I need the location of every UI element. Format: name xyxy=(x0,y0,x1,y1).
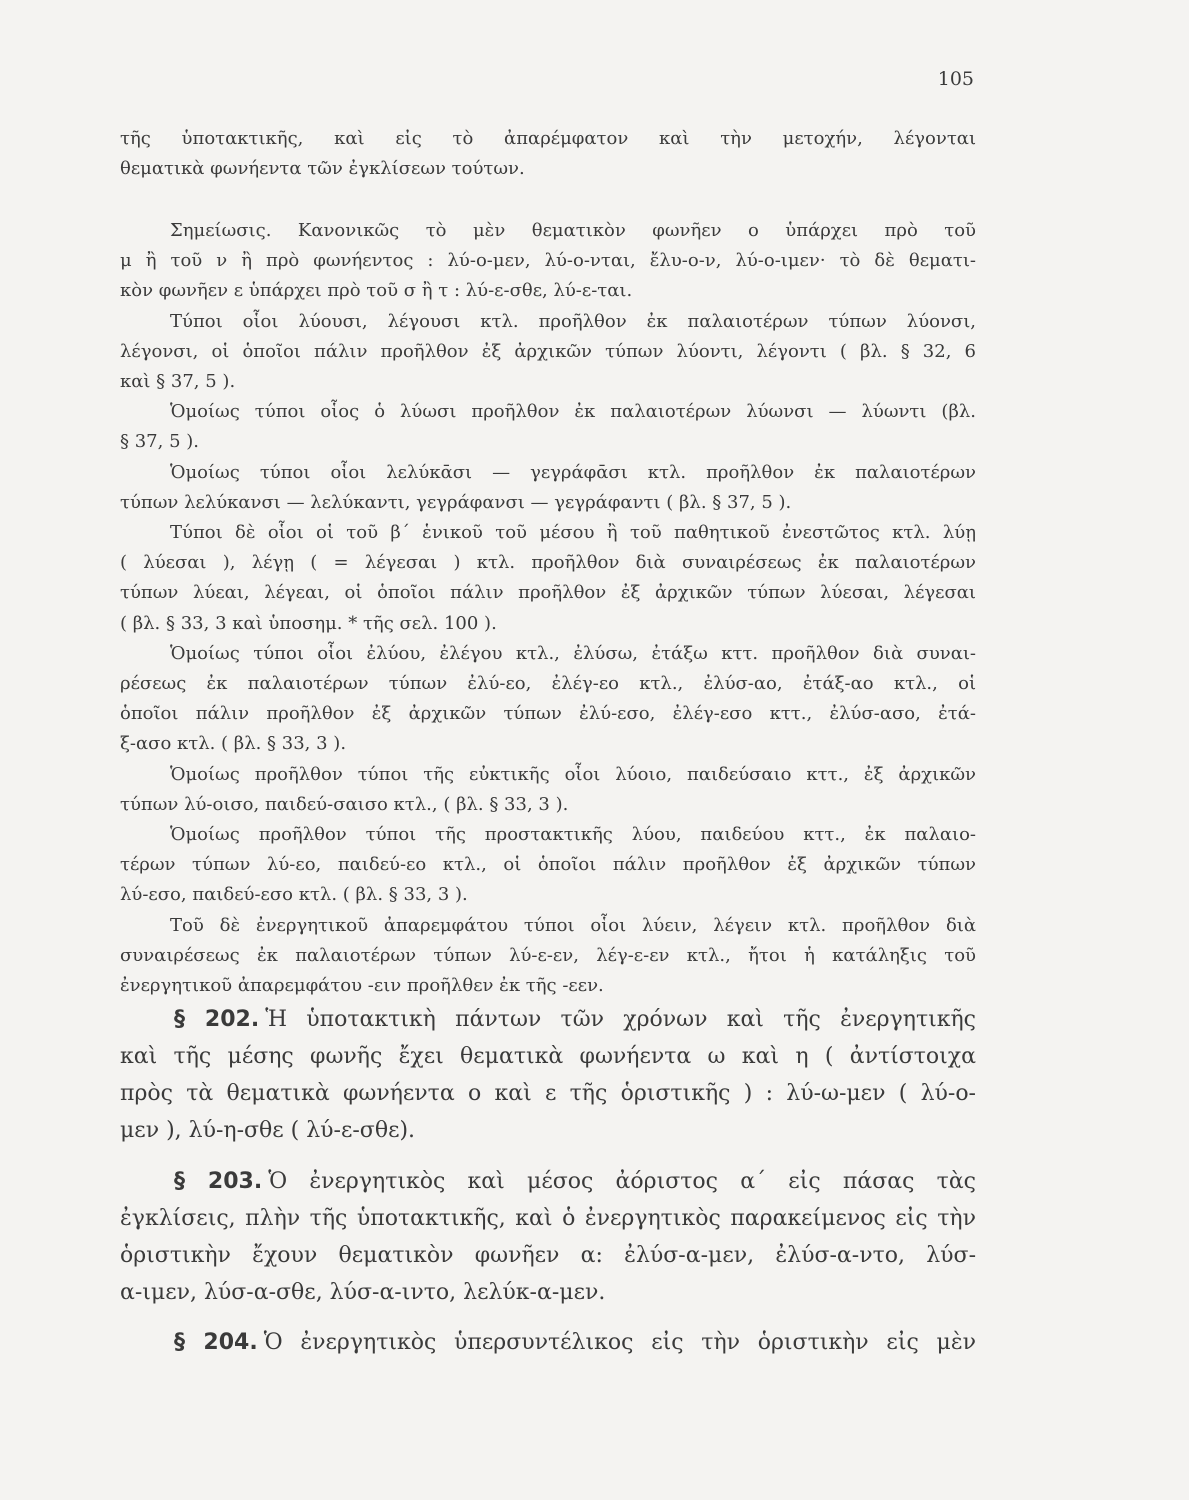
note-line: τύπων λύ-οισο, παιδεύ-σαισο κτλ., ( βλ. § 33, 3 ). xyxy=(120,793,569,815)
section-line: καὶ τῆς μέσης φωνῆς ἔχει θεματικὰ φωνήεντα ω καὶ η ( ἀντίστοιχα xyxy=(120,1044,976,1069)
section-label: § 204. xyxy=(174,1330,258,1355)
note-line: συναιρέσεως ἐκ παλαιοτέρων τύπων λύ-ε-εν, λέγ-ε-εν κτλ., ἤτοι ἡ κατάληξις τοῦ xyxy=(120,944,976,966)
note-line: τέρων τύπων λύ-εο, παιδεύ-εο κτλ., οἱ ὁποῖοι πάλιν προῆλθον ἐξ ἀρχικῶν τύπων xyxy=(120,854,976,876)
note-line: Τοῦ δὲ ἐνεργητικοῦ ἀπαρεμφάτου τύποι οἷοι λύειν, λέγειν κτλ. προῆλθον διὰ xyxy=(170,914,976,936)
section-line xyxy=(120,1324,976,1361)
note-line: § 37, 5 ). xyxy=(120,431,199,453)
note-line: ὁποῖοι πάλιν προῆλθον ἐξ ἀρχικῶν τύπων ἐλύ-εσο, ἐλέγ-εσο κττ., ἐλύσ-ασο, ἐτά- xyxy=(120,703,976,725)
text-line: τῆς ὑποτακτικῆς, καὶ εἰς τὸ ἀπαρέμφατον καὶ τὴν μετοχήν, λέγονται xyxy=(120,128,976,149)
section-203 xyxy=(120,1163,976,1311)
note-line: μ ἢ τοῦ ν ἢ πρὸ φωνήεντος : λύ-ο-μεν, λύ-ο-νται, ἔλυ-ο-ν, λύ-ο-ιμεν· τὸ δὲ θεματι- xyxy=(120,250,976,272)
note-line: ρέσεως ἐκ παλαιοτέρων τύπων ἐλύ-εο, ἐλέγ-εο κτλ., ἐλύσ-αο, ἐτάξ-αο κτλ., οἱ xyxy=(120,673,976,695)
intro-paragraph xyxy=(120,124,976,184)
section-line: ἐγκλίσεις, πλὴν τῆς ὑποτακτικῆς, καὶ ὁ ἐνεργητικὸς παρακείμενος εἰς τὴν xyxy=(120,1206,976,1231)
page-number: 105 xyxy=(937,68,974,90)
note-line: ξ-ασο κτλ. ( βλ. § 33, 3 ). xyxy=(120,733,347,755)
section-line: πρὸς τὰ θεματικὰ φωνήεντα ο καὶ ε τῆς ὁριστικῆς ) : λύ-ω-μεν ( λύ-ο- xyxy=(120,1081,976,1106)
section-202 xyxy=(120,1001,976,1149)
section-label: § 202. xyxy=(174,1007,260,1032)
section-text: Ἡ ὑποτακτικὴ πάντων τῶν χρόνων καὶ τῆς ἐνεργητικῆς xyxy=(265,1007,976,1032)
text-line: θεματικὰ φωνήεντα τῶν ἐγκλίσεων τούτων. xyxy=(120,158,525,180)
note-line: κὸν φωνῆεν ε ὑπάρχει πρὸ τοῦ σ ἢ τ : λύ-ε-σθε, λύ-ε-ται. xyxy=(120,280,633,302)
note-line: ( βλ. § 33, 3 καὶ ὑποσημ. * τῆς σελ. 100 ). xyxy=(120,612,497,634)
note-line: Τύποι δὲ οἷοι οἱ τοῦ β΄ ἑνικοῦ τοῦ μέσου ἢ τοῦ παθητικοῦ ἐνεστῶτος κτλ. λύῃ xyxy=(170,522,976,544)
note-line: λέγονσι, οἱ ὁποῖοι πάλιν προῆλθον ἐξ ἀρχικῶν τύπων λύοντι, λέγοντι ( βλ. § 32, 6 xyxy=(120,340,976,362)
note-line: Ὁμοίως τύποι οἷοι ἐλύου, ἐλέγου κτλ., ἐλύσω, ἐτάξω κττ. προῆλθον διὰ συναι- xyxy=(170,642,976,664)
note-line: Τύποι οἷοι λύουσι, λέγουσι κτλ. προῆλθον ἐκ παλαιοτέρων τύπων λύονσι, xyxy=(170,310,976,332)
section-text: Ὁ ἐνεργητικὸς καὶ μέσος ἀόριστος α΄ εἰς πάσας τὰς xyxy=(268,1169,976,1194)
section-line: α-ιμεν, λύσ-α-σθε, λύσ-α-ιντο, λελύκ-α-μεν. xyxy=(120,1280,606,1305)
note-line: ( λύεσαι ), λέγῃ ( = λέγεσαι ) κτλ. προῆλθον διὰ συναιρέσεως ἐκ παλαιοτέρων xyxy=(120,552,976,574)
note-block xyxy=(120,216,976,1001)
note-line: Ὁμοίως προῆλθον τύποι τῆς προστακτικῆς λύου, παιδεύου κττ., ἐκ παλαιο- xyxy=(170,824,976,846)
note-line: Σημείωσις. Κανονικῶς τὸ μὲν θεματικὸν φωνῆεν ο ὑπάρχει πρὸ τοῦ xyxy=(170,220,976,241)
section-line xyxy=(120,1001,976,1038)
section-line: μεν ), λύ-η-σθε ( λύ-ε-σθε). xyxy=(120,1118,416,1143)
section-line: ὁριστικὴν ἔχουν θεματικὸν φωνῆεν α: ἐλύσ-α-μεν, ἐλύσ-α-ντο, λύσ- xyxy=(120,1243,976,1268)
section-label: § 203. xyxy=(174,1169,263,1194)
note-line: τύπων λελύκανσι — λελύκαντι, γεγράφανσι — γεγράφαντι ( βλ. § 37, 5 ). xyxy=(120,491,792,513)
note-line: ἐνεργητικοῦ ἀπαρεμφάτου -ειν προῆλθεν ἐκ τῆς -εεν. xyxy=(120,975,604,997)
note-line: Ὁμοίως τύποι οἷος ὁ λύωσι προῆλθον ἐκ παλαιοτέρων λύωνσι — λύωντι (βλ. xyxy=(170,401,976,423)
section-204 xyxy=(120,1324,976,1361)
section-line xyxy=(120,1163,976,1200)
note-line: Ὁμοίως τύποι οἷοι λελύκᾱσι — γεγράφᾱσι κτλ. προῆλθον ἐκ παλαιοτέρων xyxy=(170,461,976,483)
note-line: καὶ § 37, 5 ). xyxy=(120,371,236,393)
section-text: Ὁ ἐνεργητικὸς ὑπερσυντέλικος εἰς τὴν ὁριστικὴν εἰς μὲν xyxy=(263,1330,976,1355)
note-line: Ὁμοίως προῆλθον τύποι τῆς εὐκτικῆς οἷοι λύοιο, παιδεύσαιο κττ., ἐξ ἀρχικῶν xyxy=(170,763,976,785)
note-line: τύπων λύεαι, λέγεαι, οἱ ὁποῖοι πάλιν προῆλθον ἐξ ἀρχικῶν τύπων λύεσαι, λέγεσαι xyxy=(120,582,976,604)
note-line: λύ-εσο, παιδεύ-εσο κτλ. ( βλ. § 33, 3 ). xyxy=(120,884,468,906)
